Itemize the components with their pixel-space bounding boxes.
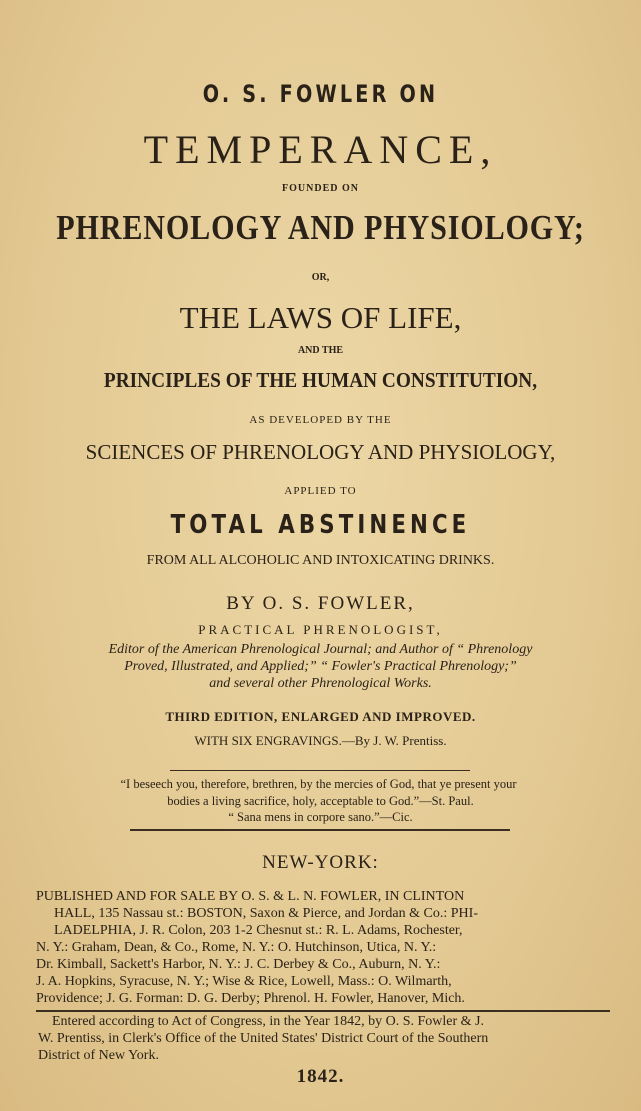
publisher-line-5: Dr. Kimball, Sackett's Harbor, N. Y.: J. C. Derbey & Co., Auburn, N. Y.: — [36, 957, 441, 972]
principles-heading: PRINCIPLES OF THE HUMAN CONSTITUTION, — [103, 368, 538, 392]
laws-of-life: THE LAWS OF LIFE, — [179, 300, 462, 335]
publisher-line-6: J. A. Hopkins, Syracuse, N. Y.; Wise & Rice, Lowell, Mass.: O. Wilmarth, — [36, 974, 452, 989]
and-the: AND THE — [297, 345, 344, 356]
book-title: TEMPERANCE, — [143, 127, 498, 172]
publication-year: 1842. — [296, 1066, 345, 1087]
divider-top — [170, 770, 470, 771]
founded-on: FOUNDED ON — [282, 183, 359, 194]
divider-middle — [130, 829, 510, 831]
divider-bottom — [36, 1010, 610, 1012]
sciences-heading: SCIENCES OF PHRENOLOGY AND PHYSIOLOGY, — [85, 440, 556, 464]
subject-heading: PHRENOLOGY AND PHYSIOLOGY; — [56, 208, 585, 247]
author-heading: O. S. FOWLER ON — [202, 80, 439, 108]
publisher-block — [36, 888, 610, 1007]
epigraph-line-3: “ Sana mens in corpore sano.”—Cic. — [228, 810, 413, 824]
profession: PRACTICAL PHRENOLOGIST, — [198, 622, 443, 637]
edition-line: THIRD EDITION, ENLARGED AND IMPROVED. — [165, 709, 476, 724]
publisher-line-2: HALL, 135 Nassau st.: BOSTON, Saxon & Pierce, and Jordan & Co.: PHI- — [54, 906, 478, 921]
from-drinks: FROM ALL ALCOHOLIC AND INTOXICATING DRINKS. — [146, 553, 495, 568]
epigraph-line-1: “I beseech you, therefore, brethren, by the mercies of God, that ye present your — [120, 777, 517, 791]
copyright-line-3: District of New York. — [38, 1048, 159, 1063]
engravings-line: WITH SIX ENGRAVINGS.—By J. W. Prentiss. — [194, 733, 447, 748]
editor-line-3: and several other Phrenological Works. — [209, 676, 432, 691]
by-line: BY O. S. FOWLER, — [226, 593, 415, 614]
applied-to: APPLIED TO — [284, 485, 357, 497]
epigraph-line-2: bodies a living sacrifice, holy, acceptable to God.”—St. Paul. — [167, 794, 474, 808]
copyright-line-2: W. Prentiss, in Clerk's Office of the United States' District Court of the Southern — [38, 1031, 489, 1046]
publisher-line-4: N. Y.: Graham, Dean, & Co., Rome, N. Y.: O. Hutchinson, Utica, N. Y.: — [36, 940, 437, 955]
publisher-line-7: Providence; J. G. Forman: D. G. Derby; Phrenol. H. Fowler, Hanover, Mich. — [36, 991, 465, 1006]
copyright-block — [38, 1013, 610, 1064]
editor-line-2: Proved, Illustrated, and Applied;” “ Fowler's Practical Phrenology;” — [124, 659, 517, 674]
publisher-line-3: LADELPHIA, J. R. Colon, 203 1-2 Chesnut st.: R. L. Adams, Rochester, — [54, 923, 463, 938]
editor-line-1: Editor of the American Phrenological Journal; and Author of “ Phrenology — [108, 642, 533, 657]
total-abstinence: TOTAL ABSTINENCE — [170, 510, 471, 540]
publisher-line-1: PUBLISHED AND FOR SALE BY O. S. & L. N. FOWLER, IN CLINTON — [36, 889, 465, 904]
copyright-line-1: Entered according to Act of Congress, in the Year 1842, by O. S. Fowler & J. — [52, 1014, 484, 1029]
as-developed: AS DEVELOPED BY THE — [249, 414, 392, 426]
or-line: OR, — [311, 272, 330, 283]
place-line: NEW-YORK: — [262, 852, 379, 873]
